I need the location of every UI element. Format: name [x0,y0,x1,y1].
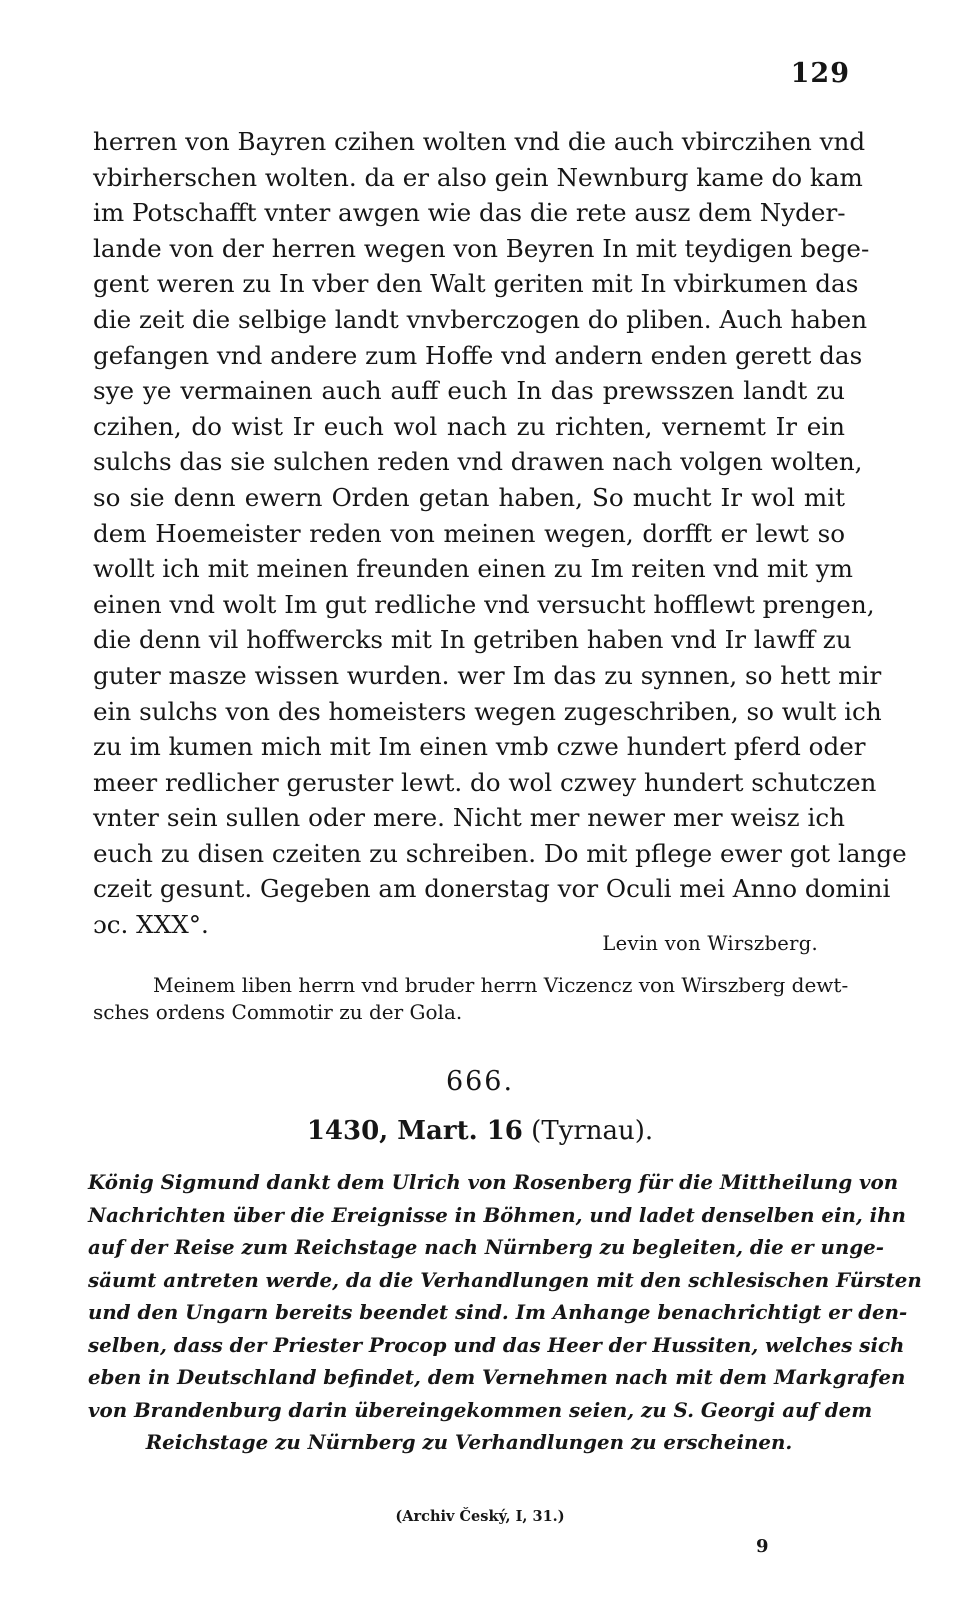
summary-line: selben, dass der Priester Procop und das Heer der Hussiten, welches sich [88,1332,905,1357]
summary-line: auf der Reise zum Reichstage nach Nürnberg zu begleiten, die er unge- [88,1235,884,1259]
page-number: 129 [790,58,850,89]
summary-line: von Brandenburg darin übereingekommen seien, zu S. Georgi auf dem [88,1397,873,1422]
summary-line: Reichstage zu Nürnberg zu Verhandlungen zu erscheinen. [145,1430,793,1454]
letter-line: vnter sein sullen oder mere. Nicht mer newer mer weisz ich [93,803,845,833]
letter-line: gefangen vnd andere zum Hoffe vnd andern enden gerett das [93,340,863,370]
letter-line: sye ye vermainen auch auff euch In das prewsszen landt zu [93,376,845,406]
letter-line: meer redlicher geruster lewt. do wol czwey hundert schutczen [93,767,877,797]
summary-line: und den Ungarn bereits beendet sind. Im Anhange benachrichtigt er den- [88,1300,908,1324]
letter-line: ein sulchs von des homeisters wegen zugeschriben, so wult ich [93,696,882,726]
document-date-heading [0,1116,960,1146]
letter-line: einen vnd wolt Im gut redliche vnd versucht hofflewt prengen, [93,589,875,619]
document-date: 1430, Mart. 16 [306,1116,523,1146]
letter-line: lande von der herren wegen von Beyren In mit teydigen bege- [93,233,870,263]
letter-line: czihen, do wist Ir euch wol nach zu richten, vernemt Ir ein [93,411,845,441]
letter-line: dem Hoemeister reden von meinen wegen, dorfft er lewt so [93,518,845,548]
document-place: (Tyrnau). [531,1116,654,1146]
letter-line: gent weren zu In vber den Walt geriten mit In vbirkumen das [93,269,859,299]
document-number: 666. [445,1066,515,1097]
letter-line: die zeit die selbige landt vnvberczogen do pliben. Auch haben [93,304,868,334]
letter-address [93,972,849,1026]
letter-line: so sie denn ewern Orden getan haben, So mucht Ir wol mit [93,482,845,512]
letter-line: die denn vil hoffwercks mit In getriben haben vnd Ir lawff zu [93,625,852,655]
summary-line: eben in Deutschland befindet, dem Vernehmen nach mit dem Markgrafen [88,1365,906,1389]
letter-line: czeit gesunt. Gegeben am donerstag vor Oculi mei Anno domini [93,874,891,904]
letter-line: sulchs das sie sulchen reden vnd drawen nach volgen wolten, [93,447,863,477]
summary-line: säumt antreten werde, da die Verhandlungen mit den schlesischen Fürsten [88,1267,922,1292]
letter-line: zu im kumen mich mit Im einen vmb czwe hundert pferd oder [93,732,866,762]
summary-line: Nachrichten über die Ereignisse in Böhmen, und ladet denselben ein, ihn [88,1202,906,1227]
letter-line: vbirherschen wolten. da er also gein Newnburg kame do kam [93,162,863,192]
source-citation: (Archiv Český, I, 31.) [395,1508,565,1525]
letter-line: euch zu disen czeiten zu schreiben. Do mit pflege ewer got lange [93,838,907,868]
letter-line: wollt ich mit meinen freunden einen zu Im reiten vnd mit ym [93,554,853,584]
address-line: Meinem liben herrn vnd bruder herrn Viczencz von Wirszberg dewt- [153,973,849,997]
document-summary [88,1166,922,1459]
letter-signature: Levin von Wirszberg. [602,932,818,955]
summary-line: König Sigmund dankt dem Ulrich von Rosenberg für die Mittheilung von [88,1170,899,1194]
letter-line: herren von Bayren czihen wolten vnd die auch vbirczihen vnd [93,127,866,156]
letter-line: ɔc. XXX°. [93,910,209,940]
signature-mark: 9 [756,1536,769,1557]
address-line: sches ordens Commotir zu der Gola. [93,1000,463,1024]
letter-body [93,124,907,943]
letter-line: im Potschafft vnter awgen wie das die rete ausz dem Nyder- [93,198,846,228]
letter-line: guter masze wissen wurden. wer Im das zu synnen, so hett mir [93,660,882,690]
